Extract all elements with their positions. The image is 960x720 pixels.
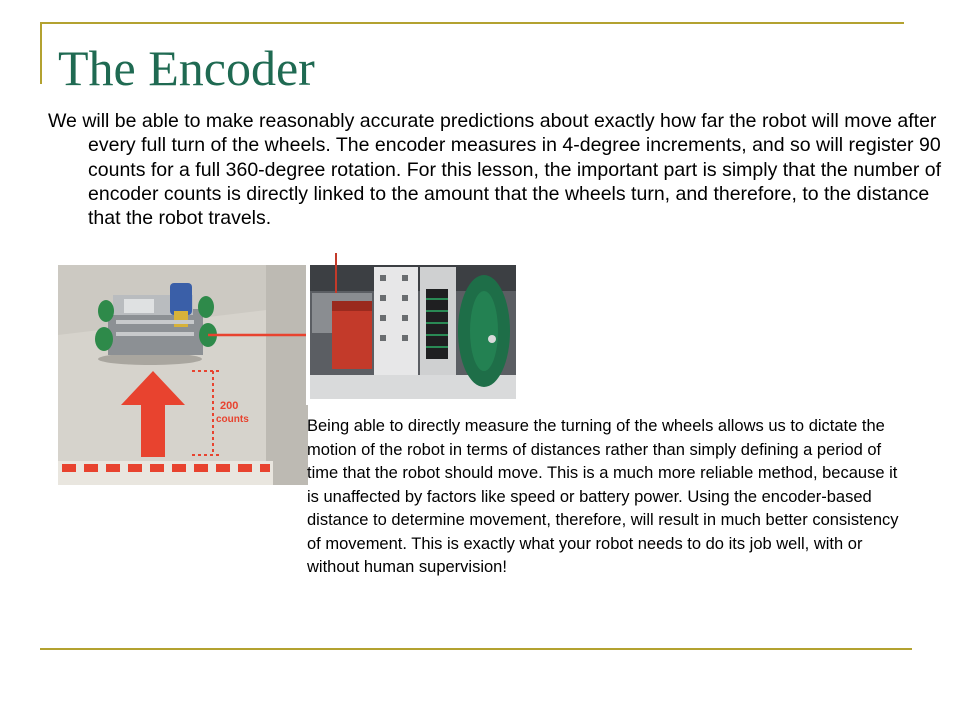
left-frame-rule	[40, 22, 42, 84]
slide-title: The Encoder	[58, 40, 315, 96]
motor-block	[332, 301, 372, 369]
robot-distance-photo	[58, 265, 308, 485]
distance-unit-label: counts	[216, 414, 249, 425]
bottom-frame-rule	[40, 648, 912, 650]
caption-paragraph: Being able to directly measure the turning of the wheels allows us to dictate the motion of the robot in terms of distances rather than simply defining a period of time that the robot should move. This is a much more reliable method, because it is unaffected by factors like speed or battery power. Using the encoder-based distance to determine movement, therefore, will result in much better consistency of movement. This is exactly what your robot needs to do its job well, with or without human supervision!	[307, 417, 899, 576]
intro-paragraph: We will be able to make reasonably accurate predictions about exactly how far the robot will move after every full turn of the wheels. The encoder measures in 4-degree increments, and so will register 90 counts for a full 360-degree rotation. For this lesson, the important part is simply that the number of encoder counts is directly linked to the amount that the wheels turn, and therefore, to the distance that the robot travels.	[48, 110, 942, 230]
encoder-closeup-photo	[306, 253, 544, 405]
top-frame-rule	[40, 22, 904, 24]
distance-value-label: 200	[220, 400, 239, 412]
